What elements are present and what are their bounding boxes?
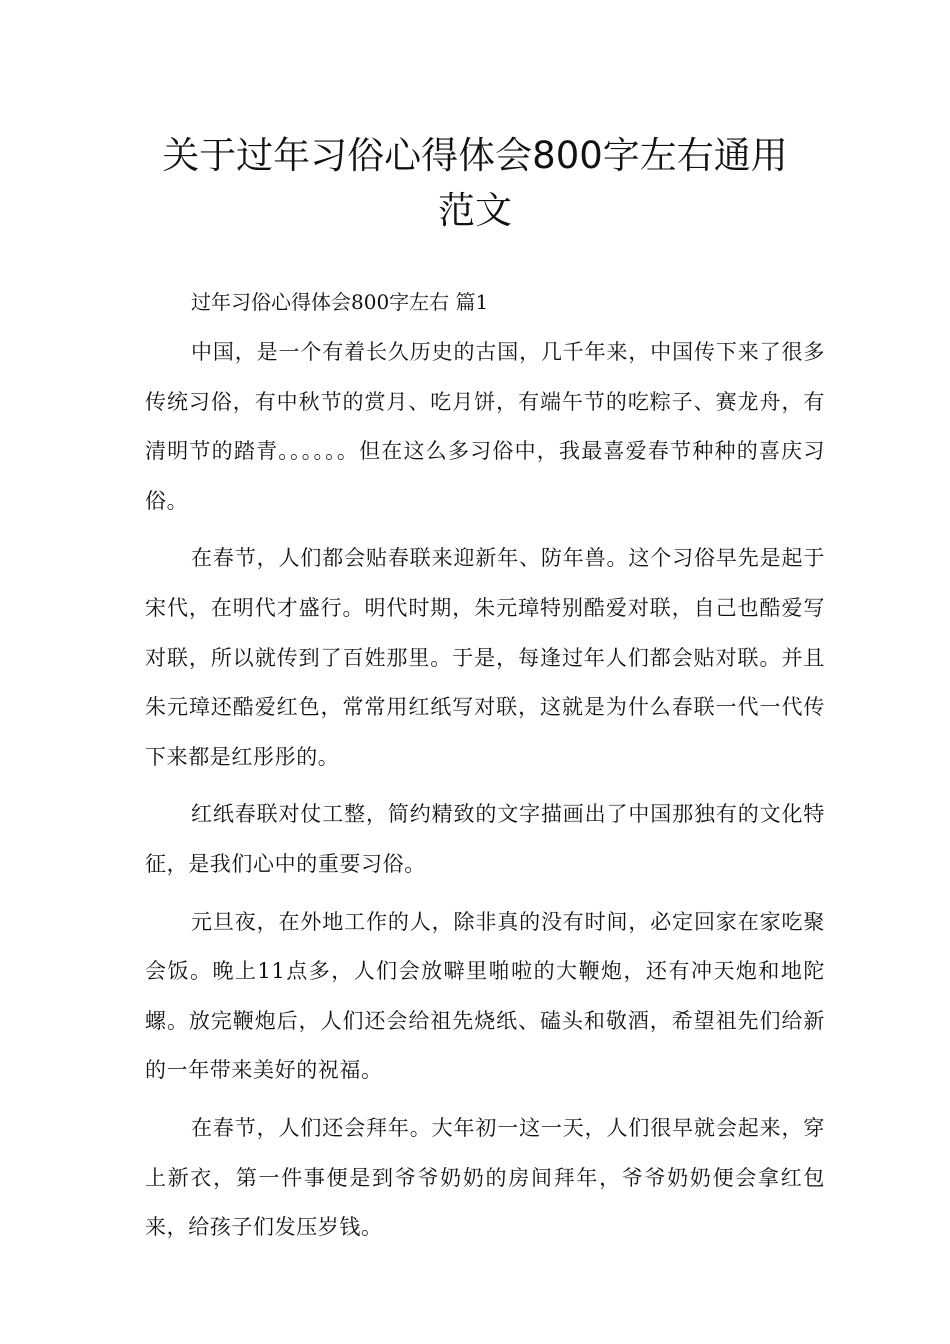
paragraph-2: 在春节，人们都会贴春联来迎新年、防年兽。这个习俗早先是起于宋代，在明代才盛行。明代时期，朱元璋特别酷爱对联，自己也酷爱写对联，所以就传到了百姓那里。于是，每逢过年人们都会贴对联。并且朱元璋还酷爱红色，常常用红纸写对联，这就是为什么春联一代一代传下来都是红彤彤的。 <box>145 546 825 769</box>
document-body <box>145 282 825 1261</box>
paragraph-1: 中国，是一个有着长久历史的古国，几千年来，中国传下来了很多传统习俗，有中秋节的赏月、吃月饼，有端午节的吃粽子、赛龙舟，有清明节的踏青。。。。。。但在这么多习俗中，我最喜爱春节种种的喜庆习俗。 <box>145 340 825 513</box>
section-heading: 过年习俗心得体会800字左右 篇1 <box>191 290 489 314</box>
title-line-1: 关于过年习俗心得体会800字左右通用 <box>162 134 788 177</box>
paragraph-4: 元旦夜，在外地工作的人，除非真的没有时间，必定回家在家吃聚会饭。晚上11点多，人们会放噼里啪啦的大鞭炮，还有冲天炮和地陀螺。放完鞭炮后，人们还会给祖先烧纸、磕头和敬酒，希望祖先们给新的一年带来美好的祝福。 <box>145 909 825 1083</box>
paragraph-3: 红纸春联对仗工整，简约精致的文字描画出了中国那独有的文化特征，是我们心中的重要习俗。 <box>145 802 825 876</box>
title-line-2: 范文 <box>438 189 512 232</box>
document-title <box>120 128 830 238</box>
paragraph-5: 在春节，人们还会拜年。大年初一这一天，人们很早就会起来，穿上新衣，第一件事便是到爷爷奶奶的房间拜年，爷爷奶奶便会拿红包来，给孩子们发压岁钱。 <box>145 1115 825 1240</box>
